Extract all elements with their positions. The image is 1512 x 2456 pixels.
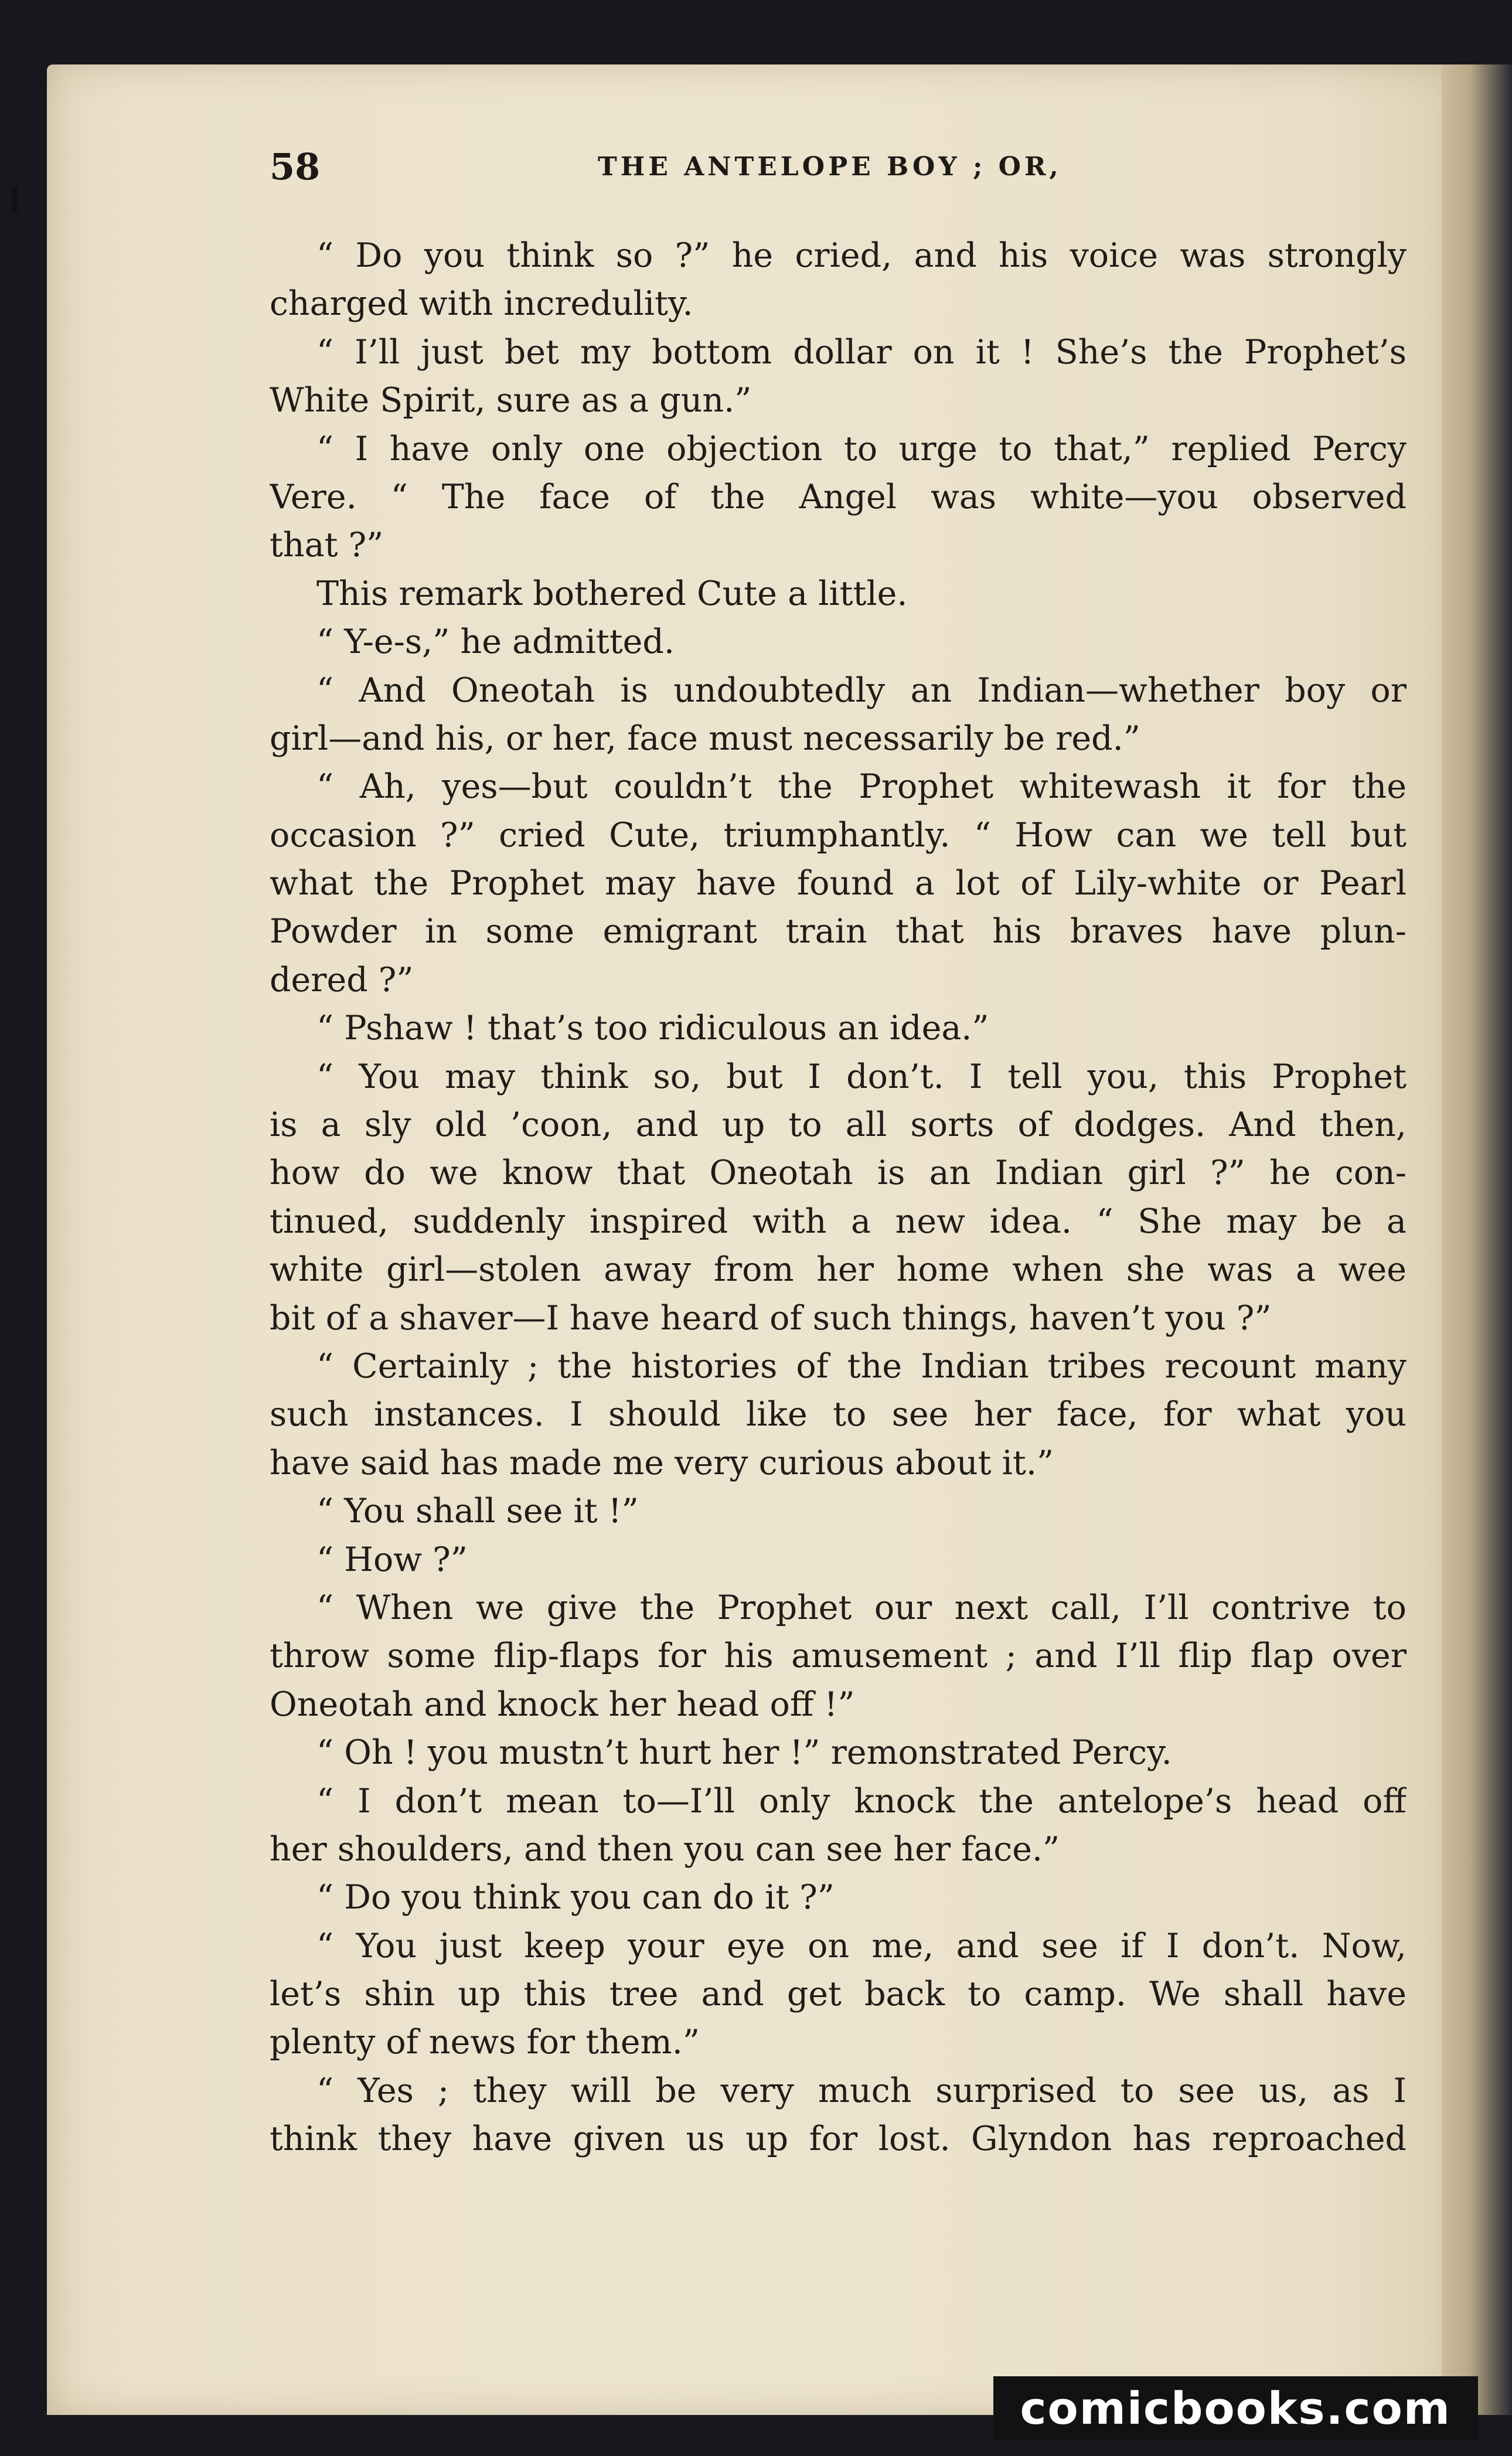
text-line: is a sly old ’coon, and up to all sorts of dodges. And then, [270, 1105, 1407, 1145]
text-line: “ I’ll just bet my bottom dollar on it ! She’s the Prophet’s [316, 332, 1407, 372]
text-line: girl—and his, or her, face must necessarily be red.” [270, 719, 1140, 758]
text-line: “ Certainly ; the histories of the Indian tribes recount many [316, 1346, 1407, 1386]
text-line: Vere. “ The face of the Angel was white—you observed [270, 477, 1407, 516]
text-line: “ You just keep your eye on me, and see if I don’t. Now, [316, 1926, 1407, 1965]
text-line: “ How ?” [316, 1540, 468, 1579]
text-line: “ When we give the Prophet our next call, I’ll contrive to [316, 1588, 1407, 1627]
text-line: what the Prophet may have found a lot of Lily-white or Pearl [270, 864, 1407, 903]
text-line: think they have given us up for lost. Glyndon has reproached [270, 2120, 1407, 2159]
text-line: White Spirit, sure as a gun.” [270, 381, 752, 420]
running-head: THE ANTELOPE BOY ; OR, [598, 152, 1062, 182]
text-line: “ Ah, yes—but couldn’t the Prophet whitewash it for the [316, 767, 1407, 807]
text-line: bit of a shaver—I have heard of such things, haven’t you ?” [270, 1298, 1272, 1338]
text-line: “ I have only one objection to urge to that,” replied Percy [316, 429, 1407, 468]
text-line: “ Yes ; they will be very much surprised to see us, as I [316, 2071, 1407, 2110]
text-line: tinued, suddenly inspired with a new idea. “ She may be a [270, 1202, 1407, 1241]
text-line: plenty of news for them.” [270, 2023, 700, 2062]
text-line: “ Y-e-s,” he admitted. [316, 622, 675, 662]
binding-mark [12, 186, 18, 212]
text-line: Oneotah and knock her head off !” [270, 1685, 855, 1724]
text-line: Powder in some emigrant train that his braves have plun- [270, 912, 1407, 951]
page-edge [1442, 64, 1512, 2415]
text-line: “ Do you think so ?” he cried, and his voice was strongly [316, 236, 1407, 275]
text-line: throw some flip-flaps for his amusement ; and I’ll flip flap over [270, 1637, 1407, 1676]
text-line: her shoulders, and then you can see her face.” [270, 1829, 1060, 1869]
page-number: 58 [270, 145, 321, 188]
text-line: charged with incredulity. [270, 284, 693, 324]
text-line: “ Pshaw ! that’s too ridiculous an idea.” [316, 1009, 989, 1048]
text-line: This remark bothered Cute a little. [316, 574, 908, 613]
page-header [270, 135, 1407, 199]
text-line: have said has made me very curious about it.” [270, 1443, 1054, 1482]
text-line: such instances. I should like to see her face, for what you [270, 1395, 1407, 1434]
text-line: “ And Oneotah is undoubtedly an Indian—whether boy or [316, 671, 1407, 710]
text-line: how do we know that Oneotah is an Indian girl ?” he con- [270, 1154, 1407, 1193]
text-line: white girl—stolen away from her home when she was a wee [270, 1250, 1407, 1290]
text-line: “ You may think so, but I don’t. I tell you, this Prophet [316, 1057, 1407, 1096]
text-line: “ You shall see it !” [316, 1492, 639, 1531]
text-line: occasion ?” cried Cute, triumphantly. “ How can we tell but [270, 815, 1407, 855]
watermark-logo: comicbooks.com [993, 2376, 1479, 2441]
text-line: let’s shin up this tree and get back to camp. We shall have [270, 1975, 1407, 2014]
text-line: “ Do you think you can do it ?” [316, 1878, 835, 1917]
text-line: dered ?” [270, 960, 414, 999]
text-line: that ?” [270, 526, 384, 565]
text-line: “ I don’t mean to—I’ll only knock the antelope’s head off [316, 1781, 1407, 1821]
body-text [270, 232, 1407, 2189]
text-line: “ Oh ! you mustn’t hurt her !” remonstrated Percy. [316, 1733, 1172, 1773]
